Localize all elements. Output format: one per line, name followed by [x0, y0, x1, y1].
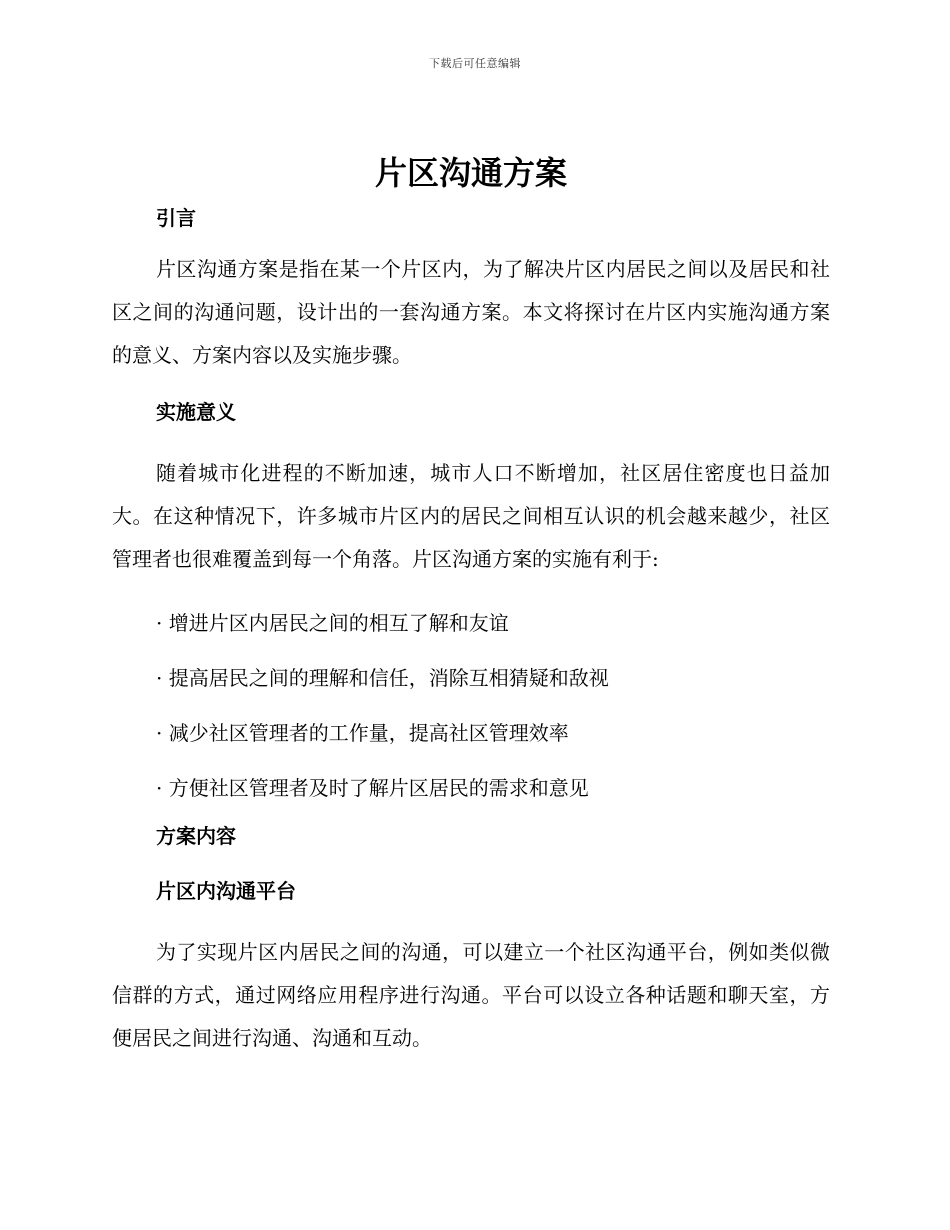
- spacer: [112, 911, 830, 931]
- bullet-item: · 提高居民之间的理解和信任，消除互相猜疑和敌视: [156, 666, 609, 690]
- spacer: [112, 238, 830, 248]
- intro-paragraph: 片区沟通方案是指在某一个片区内，为了解决片区内居民之间以及居民和社区之间的沟通问题，设计出的一套沟通方案。本文将探讨在片区内实施沟通方案的意义、方案内容以及实施步骤。: [112, 257, 830, 367]
- section-heading-intro: 引言: [156, 206, 196, 230]
- significance-paragraph: 随着城市化进程的不断加速，城市人口不断增加，社区居住密度也日益加大。在这种情况下，许多城市片区内的居民之间相互认识的机会越来越少，社区管理者也很难覆盖到每一个角落。片区沟通方案的实施有利于:: [112, 461, 830, 571]
- spacer: [112, 581, 830, 596]
- section-heading-significance: 实施意义: [156, 400, 236, 424]
- bullet-item: · 增进片区内居民之间的相互了解和友谊: [156, 611, 509, 635]
- bullet-item: · 方便社区管理者及时了解片区居民的需求和意见: [156, 776, 589, 800]
- bullet-item: · 减少社区管理者的工作量，提高社区管理效率: [156, 721, 569, 745]
- document-body: [112, 148, 830, 1060]
- section-heading-platform: 片区内沟通平台: [156, 879, 296, 903]
- spacer: [112, 856, 830, 871]
- section-heading-plan: 方案内容: [156, 824, 236, 848]
- document-title: 片区沟通方案: [374, 154, 567, 192]
- spacer: [112, 432, 830, 452]
- header-note: 下载后可任意编辑: [429, 57, 521, 70]
- platform-paragraph: 为了实现片区内居民之间的沟通，可以建立一个社区沟通平台，例如类似微信群的方式，通过网络应用程序进行沟通。平台可以设立各种话题和聊天室，方便居民之间进行沟通、沟通和互动。: [112, 940, 830, 1050]
- spacer: [112, 377, 830, 392]
